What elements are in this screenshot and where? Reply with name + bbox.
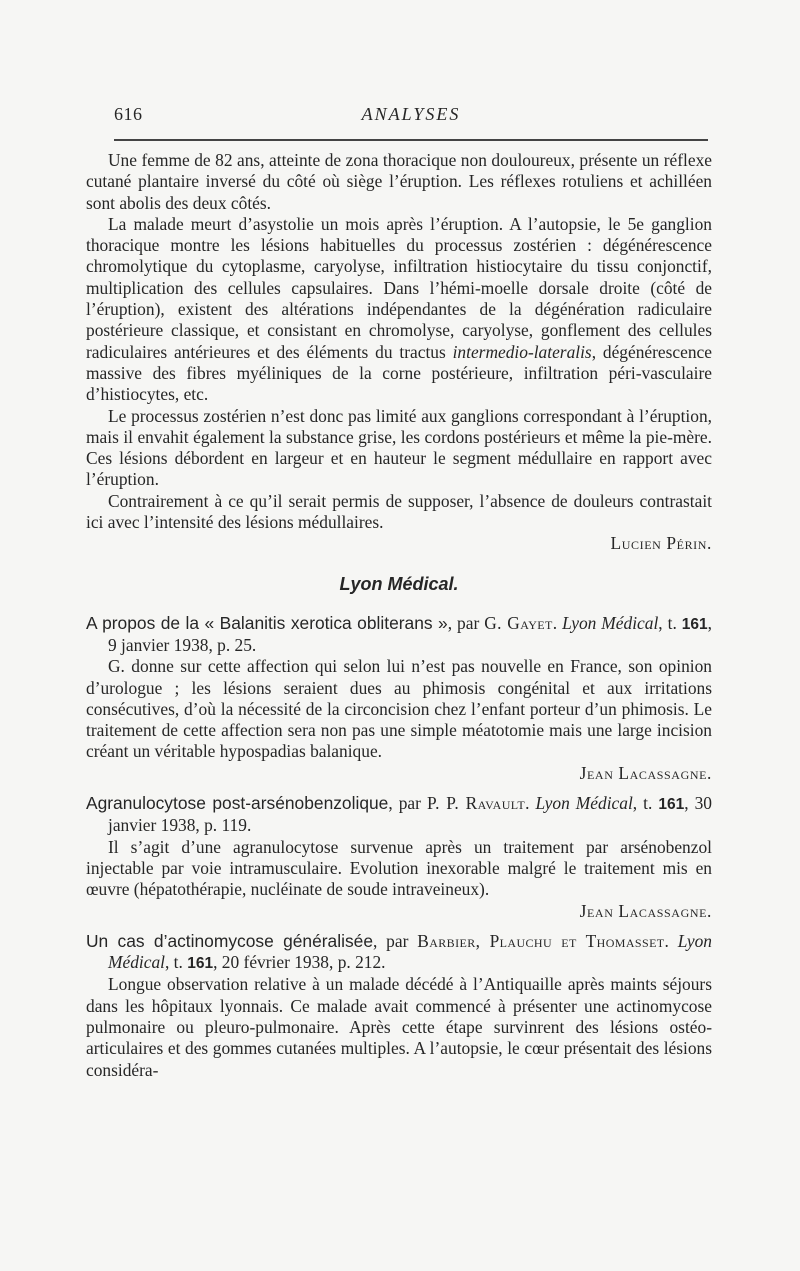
ref-journal: Lyon Médical [108, 930, 712, 973]
italic-term: intermedio-lateralis [452, 341, 592, 362]
ref-date-pages: , 9 janvier 1938, p. 25. [108, 612, 712, 655]
author-signature: Jean Lacassagne. [579, 762, 712, 783]
paragraph [86, 214, 712, 406]
paragraph: Le processus zostérien n’est donc pas limité aux ganglions correspondant à l’éruption, mais il envahit également la substance grise, les cordons postérieurs et même la pie-mère. Ces lésions débordent en largeur et en hauteur le segment médullaire en rapport avec l’éruption. [86, 405, 712, 490]
article-balanitis [86, 613, 712, 784]
author-signature: Lucien Périn. [610, 533, 712, 554]
ref-date-pages: , 20 février 1938, p. 212. [213, 952, 386, 973]
paragraph: Il s’agit d’une agranulocytose survenue après un traitement par arsénobenzol injectable par voie intramusculaire. Evolution inexorable malgré le traitement mis en œuvre (hépatothérapie, nucléinate de soude intraveineux). [86, 836, 712, 900]
paragraph: G. donne sur cette affection qui selon lui n’est pas nouvelle en France, son opinion d’urologue ; les lésions seraient dues au phimosis congénital et aux irritations consécutives, d’où la nécessité de la circoncision chez l’enfant porteur d’un phimosis. Le traitement de cette affection sera non pas une simple méatotomie mais une large incision créant un véritable hypospadias balanique. [86, 656, 712, 762]
ref-period: . [552, 612, 563, 633]
ref-tome: 161 [187, 955, 214, 973]
ref-author: G. Gayet [484, 612, 553, 633]
paragraph: Contrairement à ce qu’il serait permis de supposer, l’absence de douleurs contrastait ici avec l’intensité des lésions médullaires. [86, 490, 712, 533]
running-title: ANALYSES [361, 104, 461, 124]
paragraph: Longue observation relative à un malade décédé à l’Antiquaille après maints séjours dans les hôpitaux lyonnais. Ce malade avait commencé à présenter une actinomycose pulmonaire ou pleuro-pulmonaire. Après cette étape survinrent des lésions ostéo-articulaires et des gommes cutanées multiples. A l’autopsie, le cœur présentait des lésions considéra- [86, 974, 712, 1080]
ref-tome-prefix: , t. [658, 612, 682, 633]
author-signature: Jean Lacassagne. [579, 900, 712, 921]
paragraph-text: , dégénérescence massive des fibres myéliniques de la corne postérieure, infiltration péri-vasculaire d’histiocytes, etc. [86, 341, 712, 405]
page-header [114, 104, 708, 130]
header-rule [114, 139, 708, 141]
article-title: Un cas d’actinomycose généralisée [86, 930, 373, 951]
paragraph: Une femme de 82 ans, atteinte de zona thoracique non douloureux, présente un réflexe cutané plantaire inversé du côté où siège l’éruption. Les réflexes rotuliens et achilléen sont abolis des deux côtés. [86, 150, 712, 213]
ref-period: . [664, 930, 669, 951]
article-actinomycose [86, 931, 712, 1081]
paragraph-text: La malade meurt d’asystolie un mois après l’éruption. A l’autopsie, le 5e ganglion thoracique montre les lésions habituelles du processus zostérien : dégénérescence chromolytique du cytoplasme, caryolyse, infiltration histiocytaire du tissu conjonctif, multiplication des cellules capsulaires. Dans l’hémi-moelle dorsale droite (côté de l’éruption), existent des altérations indépendantes de la dégénération radiculaire postérieure classique, et consistant en chromolyse, caryolyse, gonflement des cellules radiculaires antérieures et des éléments du tractus [86, 213, 712, 362]
ref-author: P. P. Ravault [426, 793, 526, 814]
ref-by: , par [388, 793, 427, 814]
article-agranulocytose [86, 793, 712, 922]
ref-by: , par [447, 612, 485, 633]
article-title: A propos de la « Balanitis xerotica obliterans » [86, 612, 448, 633]
article-zona [86, 150, 712, 555]
article-reference [86, 931, 712, 975]
page-number: 616 [114, 104, 143, 124]
ref-journal: Lyon Médical [562, 612, 659, 633]
ref-tome: 161 [681, 615, 708, 633]
page-body [86, 150, 712, 1081]
ref-tome-prefix: , t. [164, 952, 188, 973]
article-title: Agranulocytose post-arsénobenzolique [86, 793, 389, 814]
ref-journal: Lyon Médical [535, 793, 633, 814]
ref-date-pages: , 30 janvier 1938, p. 119. [108, 793, 712, 836]
ref-tome-prefix: , t. [632, 793, 659, 814]
ref-author: Barbier, Plauchu et Thomasset [417, 930, 665, 951]
ref-period: . [525, 793, 536, 814]
article-reference [86, 613, 712, 657]
ref-by: , par [373, 930, 418, 951]
journal-heading: Lyon Médical. [339, 573, 459, 594]
ref-tome: 161 [658, 796, 685, 814]
article-reference [86, 793, 712, 837]
